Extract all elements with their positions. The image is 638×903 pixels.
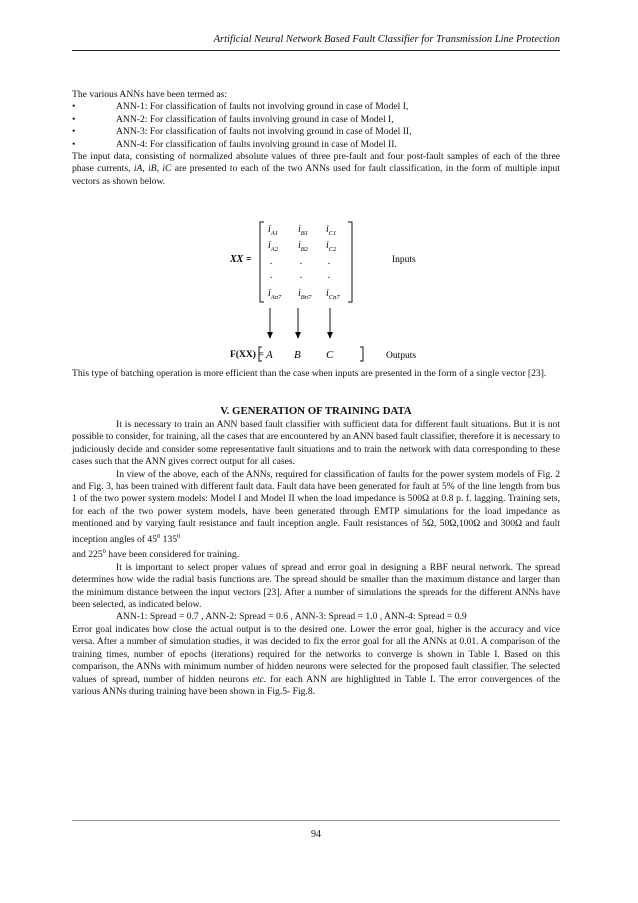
bullet-icon: •	[72, 126, 76, 138]
list-item	[72, 139, 560, 151]
matrix-cell: .	[328, 256, 331, 267]
matrix-cell: $i_{A1}$	[268, 224, 279, 237]
running-header: Artificial Neural Network Based Fault Classifier for Transmission Line Protection	[213, 34, 560, 45]
intro-block	[72, 89, 560, 188]
paragraph-2: In view of the above, each of the ANNs, required for classification of faults for the power system models of Fig. 2 and Fig. 3, has been trained with different fault data. Fault data have been generated for fault at 5% of the line length from bus 1 of the two power system models: Model I and Model II when the load impedance is 500Ω at 0.8 p. f. lagging. Training sets, for each of the two power system models, have been generated through EMTP simulations for the load impedance as mentioned and by varying fault resistance and fault inception angle. Fault resistances of 5Ω, 50Ω,100Ω and 300Ω and fault inception angles of $45^0$ $135^0$	[72, 468, 560, 545]
batching-paragraph: This type of batching operation is more efficient than the case when inputs are presented in the form of a single vector [23].	[72, 368, 547, 379]
matrix-cell: $i_{A2}$	[268, 240, 279, 253]
outputs-label: Outputs	[386, 351, 417, 361]
section-heading: V. GENERATION OF TRAINING DATA	[220, 405, 412, 417]
bullet-icon: •	[72, 138, 76, 150]
matrix-cell: $i_{C1}$	[326, 224, 337, 237]
matrix-cell: .	[270, 256, 273, 267]
list-item	[72, 126, 560, 138]
bullet-icon: •	[72, 113, 76, 125]
spread-values: ANN-1: Spread = 0.7 , ANN-2: Spread = 0.6 , ANN-3: Spread = 1.0 , ANN-4: Spread = 0.9	[116, 611, 467, 623]
paragraph-3: It is important to select proper values of spread and error goal in designing a RBF neural network. The spread determines how wide the radial basis functions are. The spread should be smaller than the maximum distance and larger than the minimum distance between the input vectors [23]. After a number of simulations the spreads for the different ANNs have been selected, as indicated below.	[72, 561, 560, 611]
matrix-cell: .	[270, 270, 273, 281]
phase-currents: iA, iB, iC	[133, 163, 172, 175]
matrix-cell: $i_{B1}$	[298, 224, 309, 237]
list-item-text: ANN-4: For classification of faults involving ground in case of Model II.	[116, 138, 397, 150]
output-right-bracket	[360, 347, 363, 361]
matrix-cell: $i_{C2}$	[326, 240, 337, 253]
matrix-cell: .	[300, 256, 303, 267]
fxx-label: F(XX) =	[230, 350, 264, 360]
list-item-text: ANN-1: For classification of faults not involving ground in case of Model I,	[116, 101, 409, 113]
list-item-text: ANN-3: For classification of faults not involving ground in case of Model II,	[116, 126, 412, 138]
matrix-left-bracket	[260, 222, 264, 302]
footer-rule	[72, 820, 560, 821]
inputs-label: Inputs	[392, 255, 416, 265]
matrix-cell: .	[300, 270, 303, 281]
list-item	[72, 101, 560, 113]
output-arrows	[267, 308, 333, 339]
input-paragraph: The input data, consisting of normalized absolute values of three pre-fault and four post-fault samples of each of the three phase currents, iA, iB, iC are presented to each of the two ANNs used for fault classification, in the form of multiple input vectors as shown below.	[72, 151, 560, 187]
matrix-cell: .	[328, 270, 331, 281]
matrix-right-bracket	[348, 222, 352, 302]
batching-block	[72, 368, 560, 380]
input-matrix-figure	[220, 216, 440, 366]
matrix-cell: $i_{Cn7}$	[326, 288, 340, 301]
output-b: B	[294, 349, 301, 361]
header-rule	[72, 50, 560, 51]
paragraph-4: Error goal indicates how close the actual output is to the desired one. Lower the error goal, higher is the accuracy and vice versa. After a number of simulation studies, it was decided to fix the error goal for all the ANNs at 0.01. A comparison of the training times, number of epochs (iterations) required for the networks to converge is shown in Table I. Based on this comparison, the ANNs with minimum number of hidden neurons were selected for the proposed fault classifier. The selected values of spread, number of hidden neurons etc. for each ANN are highlighted in Table I. The error convergences of the various ANNs during training have been shown in Fig.5- Fig.8.	[72, 623, 560, 697]
bullet-icon: •	[72, 101, 76, 113]
output-a: A	[266, 349, 273, 361]
page-number: 94	[311, 829, 321, 840]
list-item	[72, 114, 560, 126]
matrix-cell: $i_{Bn7}$	[298, 288, 312, 301]
matrix-cells	[268, 224, 340, 301]
list-item-text: ANN-2: For classification of faults involving ground in case of Model I,	[116, 113, 394, 125]
matrix-cell: $i_{An7}$	[268, 288, 282, 301]
paragraph-2-continued: and $225^0$ have been considered for training.	[72, 548, 240, 561]
section-body	[72, 419, 560, 698]
matrix-lhs: XX =	[230, 254, 252, 265]
intro-text: The various ANNs have been termed as:	[72, 89, 228, 100]
paragraph-1: It is necessary to train an ANN based fault classifier with sufficient data for different fault situations. But it is not possible to consider, for training, all the cases that are encountered by an ANN based fault classifier, therefore it is necessary to judiciously decide and consider some representative fault situations and to train the network with data corresponding to these cases such that the ANN gives correct output for all cases.	[72, 419, 560, 468]
output-c: C	[326, 349, 334, 361]
matrix-cell: $i_{B2}$	[298, 240, 309, 253]
